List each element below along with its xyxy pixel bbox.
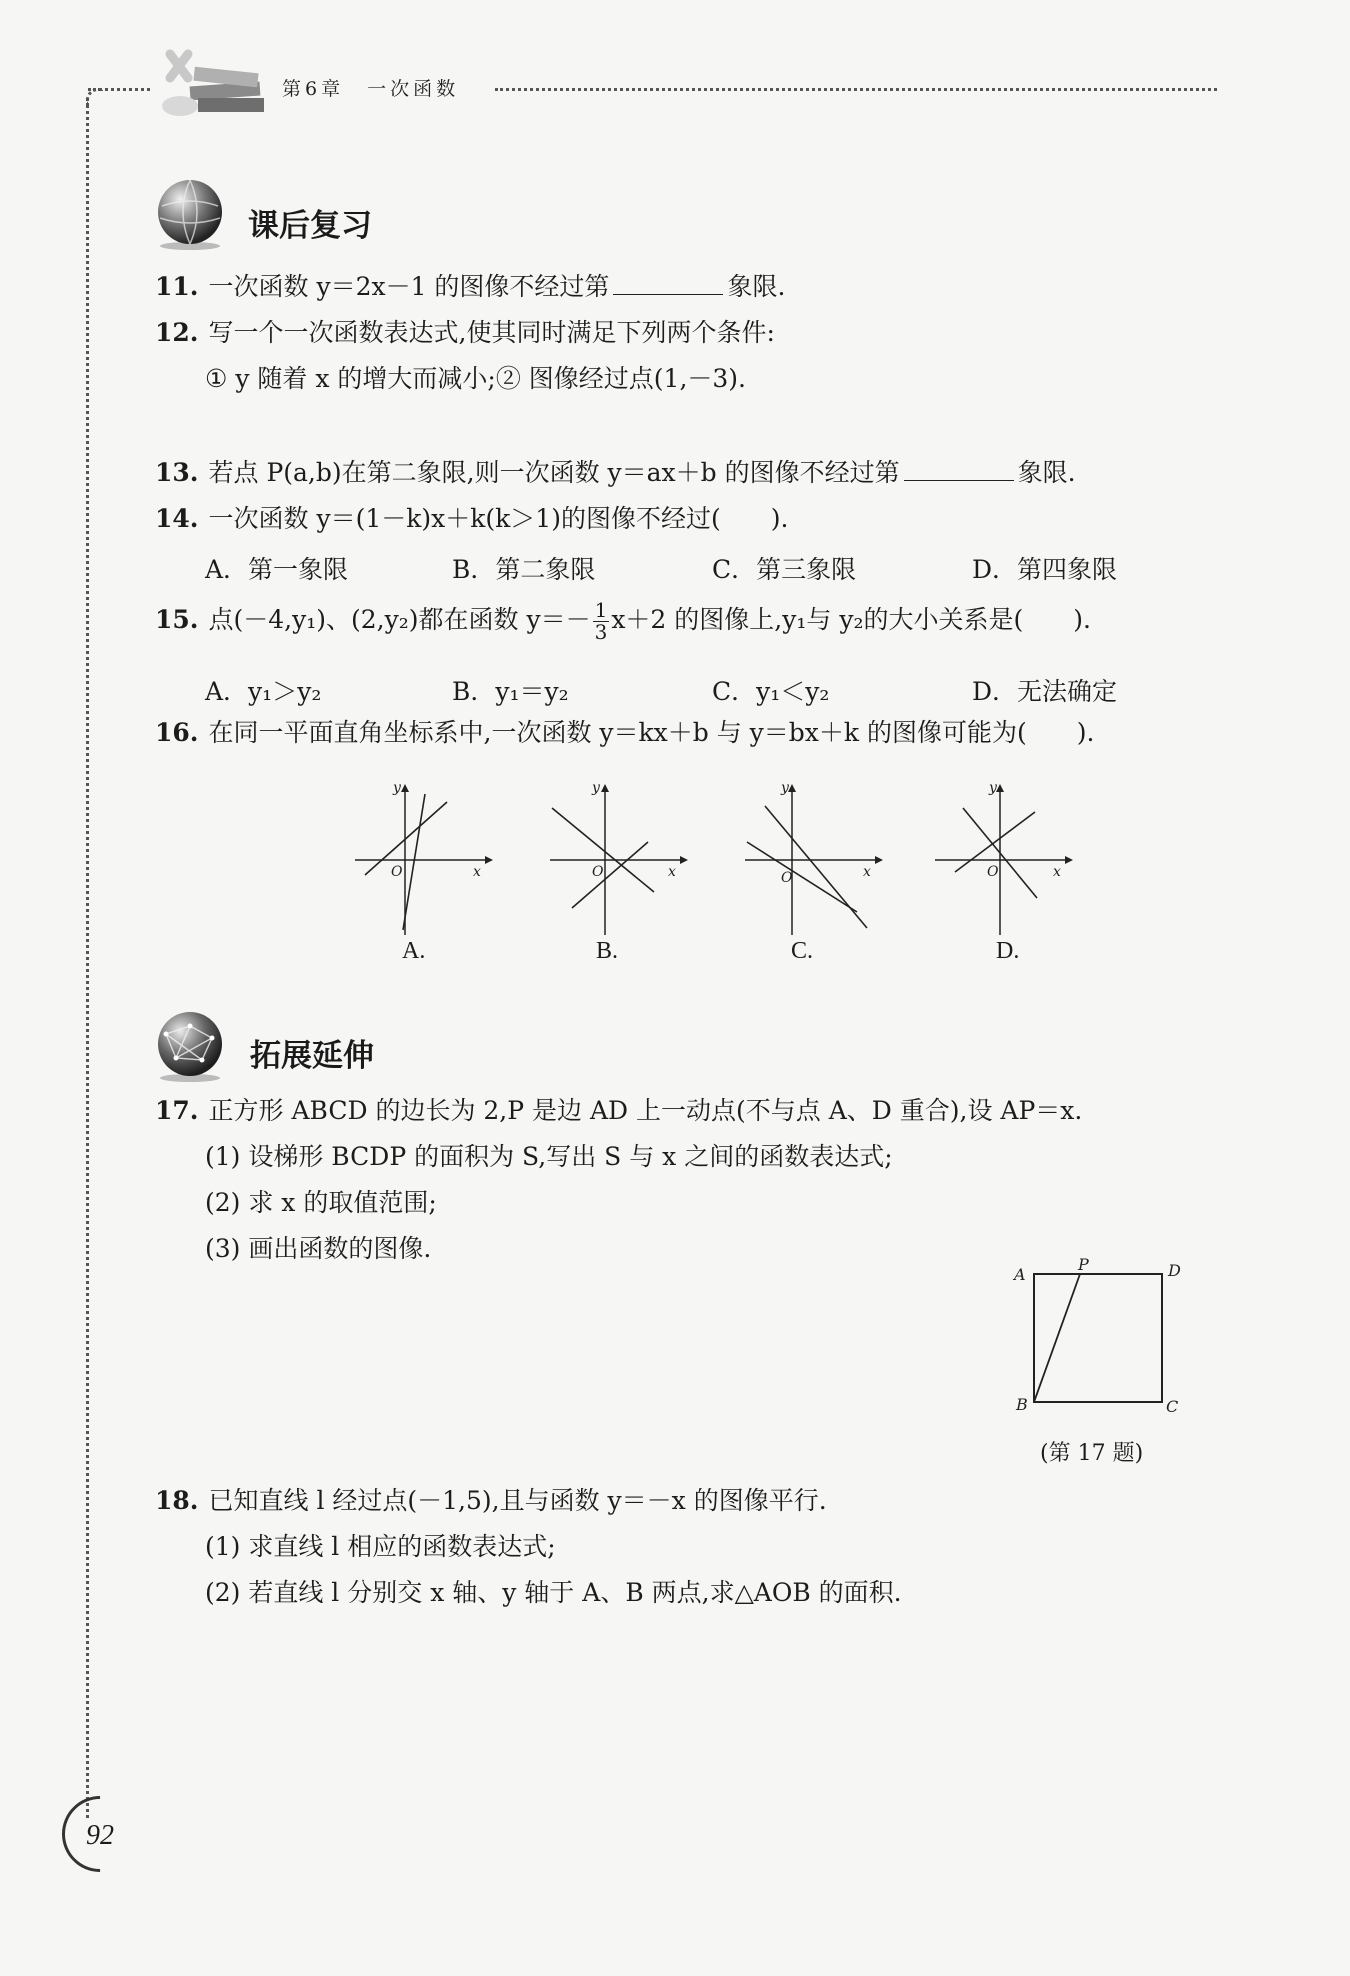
option-c[interactable]: C．y₁＜y₂: [712, 677, 830, 706]
axis-x-label: x: [473, 864, 481, 880]
question-17-part-2: (2) 求 x 的取值范围;: [205, 1188, 437, 1217]
graph-b[interactable]: [550, 780, 690, 940]
question-number: 18.: [155, 1486, 199, 1515]
option-a[interactable]: A．y₁＞y₂: [205, 677, 322, 706]
option-c[interactable]: C．第三象限: [712, 555, 857, 584]
question-text: 一次函数 y＝(1－k)x＋k(k＞1)的图像不经过( ).: [208, 504, 789, 533]
question-text-end: 象限.: [1017, 458, 1076, 487]
question-18-part-1: (1) 求直线 l 相应的函数表达式;: [205, 1532, 556, 1561]
question-16: [155, 718, 1094, 748]
fraction-numerator: 1: [594, 598, 608, 622]
fraction: [593, 600, 610, 643]
origin-label: O: [592, 864, 604, 880]
point-p-label: P: [1078, 1255, 1089, 1274]
question-17-part-1: (1) 设梯形 BCDP 的面积为 S,写出 S 与 x 之间的函数表达式;: [205, 1142, 893, 1171]
axis-x-label: x: [668, 864, 676, 880]
point-a-label: A: [1014, 1265, 1026, 1284]
question-17-part-3: (3) 画出函数的图像.: [205, 1234, 432, 1263]
graph-a[interactable]: [355, 780, 495, 940]
header-dotted-line-right: [495, 88, 1217, 91]
question-13: [155, 458, 1076, 488]
question-15: [155, 600, 1091, 643]
question-18: [155, 1486, 827, 1516]
point-c-label: C: [1166, 1397, 1179, 1416]
axis-y-label: y: [393, 780, 401, 796]
square-abcd-figure: [1010, 1250, 1190, 1420]
question-14: [155, 504, 788, 534]
fraction-denominator: 3: [594, 620, 608, 644]
question-number: 11.: [155, 272, 199, 301]
header-dotted-line-left: [88, 88, 150, 91]
question-number: 12.: [155, 318, 199, 347]
page-number: 92: [86, 1820, 114, 1851]
question-17: [155, 1096, 1082, 1126]
axis-y-label: y: [989, 780, 997, 796]
point-d-label: D: [1168, 1261, 1181, 1280]
question-number: 17.: [155, 1096, 199, 1125]
question-number: 13.: [155, 458, 199, 487]
question-text: 正方形 ABCD 的边长为 2,P 是边 AD 上一动点(不与点 A、D 重合),设 AP＝x.: [208, 1096, 1083, 1125]
option-b[interactable]: B．第二象限: [452, 555, 596, 584]
option-a[interactable]: A．第一象限: [205, 555, 349, 584]
question-number: 14.: [155, 504, 199, 533]
origin-label: O: [391, 864, 403, 880]
graph-a-label: A.: [402, 938, 426, 964]
question-number: 15.: [155, 605, 199, 634]
question-text: 写一个一次函数表达式,使其同时满足下列两个条件:: [208, 318, 775, 347]
graph-d[interactable]: [935, 780, 1075, 940]
axis-x-label: x: [1053, 864, 1061, 880]
axis-x-label: x: [863, 864, 871, 880]
question-12: [155, 318, 775, 348]
option-b[interactable]: B．y₁＝y₂: [452, 677, 569, 706]
graph-c-label: C.: [791, 938, 814, 964]
network-globe-icon: [150, 1008, 230, 1084]
origin-label: O: [781, 870, 793, 886]
margin-dotted-line: [86, 98, 89, 1818]
globe-icon: [150, 176, 230, 252]
section-title-extension: 拓展延伸: [250, 1038, 374, 1074]
books-logo-icon: [150, 44, 280, 124]
answer-blank[interactable]: [904, 479, 1014, 481]
axis-y-label: y: [592, 780, 600, 796]
question-12-conditions: ① y 随着 x 的增大而减小;② 图像经过点(1,－3).: [205, 364, 747, 393]
question-18-part-2: (2) 若直线 l 分别交 x 轴、y 轴于 A、B 两点,求△AOB 的面积.: [205, 1578, 902, 1607]
question-number: 16.: [155, 718, 199, 747]
option-d[interactable]: D．第四象限: [972, 555, 1118, 584]
option-d[interactable]: D．无法确定: [972, 677, 1118, 706]
graph-b-label: B.: [596, 938, 619, 964]
question-text-end: 象限.: [727, 272, 786, 301]
question-text: 一次函数 y＝2x－1 的图像不经过第: [208, 272, 610, 301]
axis-y-label: y: [781, 780, 789, 796]
graph-c[interactable]: [745, 780, 885, 940]
graph-d-label: D.: [996, 938, 1020, 964]
answer-blank[interactable]: [613, 293, 723, 295]
figure-caption: (第 17 题): [1040, 1441, 1144, 1466]
question-text-end: x＋2 的图像上,y₁与 y₂的大小关系是( ).: [611, 605, 1091, 634]
question-text: 已知直线 l 经过点(－1,5),且与函数 y＝－x 的图像平行.: [208, 1486, 827, 1515]
section-title-review: 课后复习: [248, 208, 372, 244]
chapter-header: 第6章 一次函数: [282, 78, 460, 100]
question-11: [155, 272, 785, 302]
origin-label: O: [987, 864, 999, 880]
question-text: 在同一平面直角坐标系中,一次函数 y＝kx＋b 与 y＝bx＋k 的图像可能为( ).: [208, 718, 1095, 747]
question-text: 若点 P(a,b)在第二象限,则一次函数 y＝ax＋b 的图像不经过第: [208, 458, 900, 487]
question-text: 点(－4,y₁)、(2,y₂)都在函数 y＝－: [208, 605, 591, 634]
point-b-label: B: [1016, 1395, 1028, 1414]
